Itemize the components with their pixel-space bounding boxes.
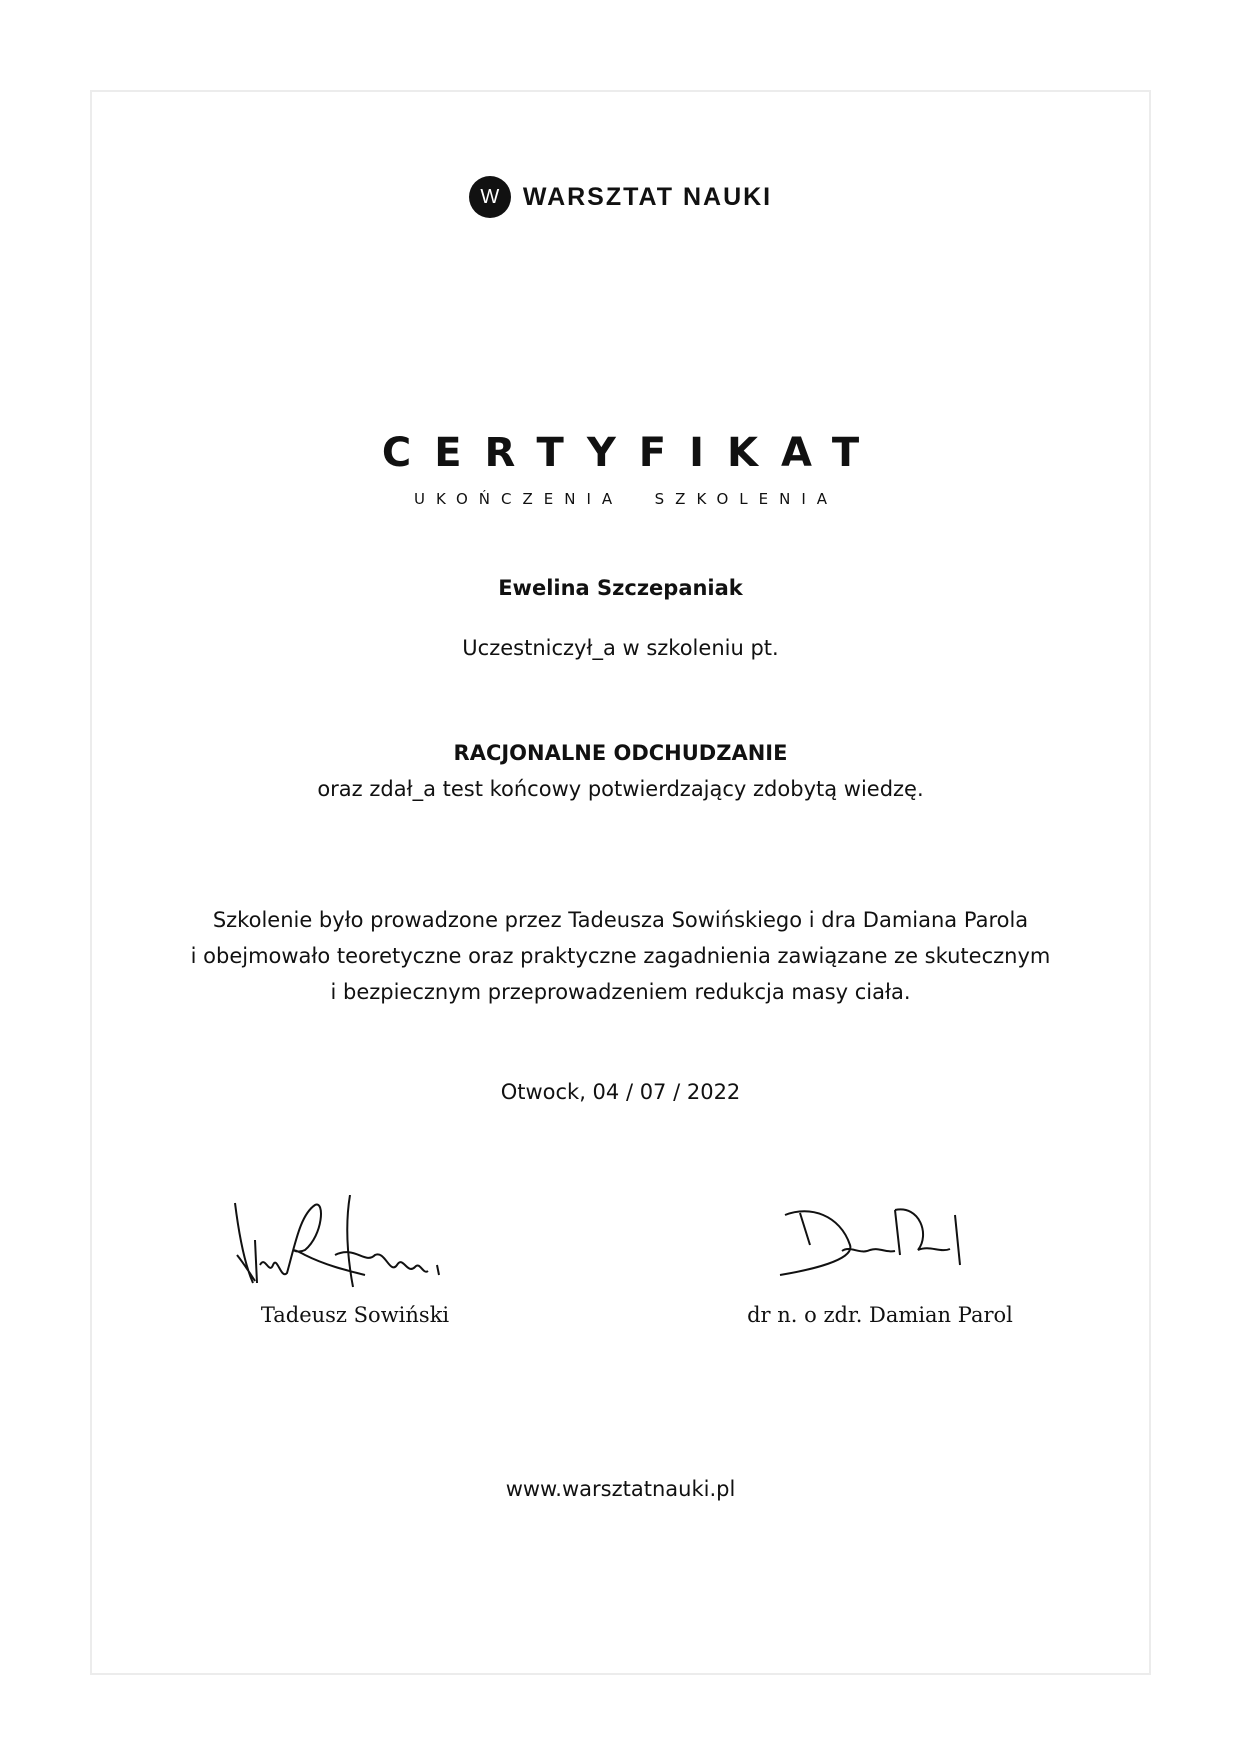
signature-sowinski [225, 1195, 485, 1295]
place-date: Otwock, 04 / 07 / 2022 [500, 1080, 741, 1104]
passed-text: oraz zdał_a test końcowy potwierdzający zdobytą wiedzę. [317, 777, 924, 801]
certificate-subtitle: UKOŃCZENIA SZKOLENIA [413, 490, 839, 508]
participation-text: Uczestniczył_a w szkoleniu pt. [462, 636, 779, 660]
logo-mark: W [469, 176, 511, 218]
course-title: RACJONALNE ODCHUDZANIE [453, 741, 788, 765]
brand-logo [0, 176, 1241, 218]
signer-name: Tadeusz Sowiński [260, 1303, 450, 1327]
certificate-title: CERTYFIKAT [381, 430, 883, 476]
website-url: www.warsztatnauki.pl [505, 1477, 736, 1501]
description-line: i bezpiecznym przeprowadzeniem redukcja masy ciała. [330, 980, 911, 1004]
course-description [0, 902, 1241, 1010]
recipient-name: Ewelina Szczepaniak [498, 576, 743, 600]
signature-parol [770, 1205, 1000, 1285]
brand-name: WARSZTAT NAUKI [522, 182, 773, 211]
certificate-border [90, 90, 1151, 1675]
description-line: Szkolenie było prowadzone przez Tadeusza Sowińskiego i dra Damiana Parola [212, 908, 1029, 932]
signer-name: dr n. o zdr. Damian Parol [747, 1303, 1013, 1327]
description-line: i obejmowało teoretyczne oraz praktyczne zagadnienia zawiązane ze skutecznym [190, 944, 1051, 968]
